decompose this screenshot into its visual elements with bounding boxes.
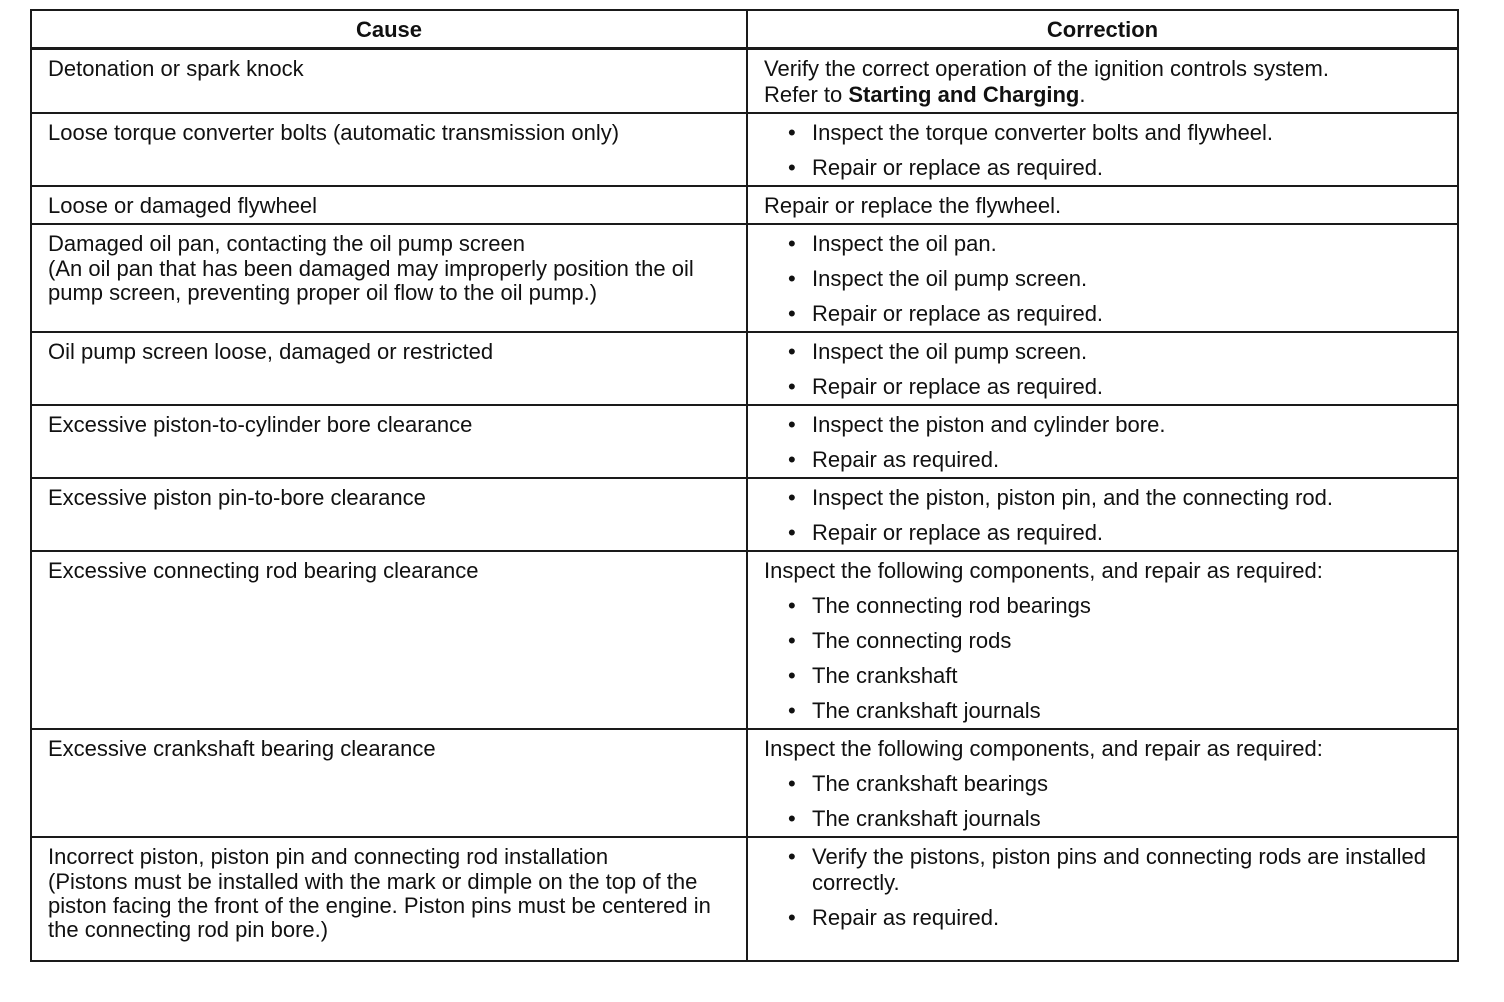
cause-cell <box>31 224 747 332</box>
cause-cell <box>31 837 747 961</box>
correction-bullet-list <box>764 593 1443 724</box>
list-item: • The crankshaft journals <box>788 698 1443 724</box>
correction-cell <box>747 49 1458 114</box>
list-item: • Inspect the torque converter bolts and flywheel. <box>788 120 1443 146</box>
table-row <box>31 837 1458 961</box>
table-row <box>31 332 1458 405</box>
cause-text: Excessive piston-to-cylinder bore clearance <box>48 412 473 437</box>
list-item: • Inspect the oil pump screen. <box>788 339 1443 365</box>
list-item: • Repair or replace as required. <box>788 155 1443 181</box>
list-item: • The crankshaft <box>788 663 1443 689</box>
cause-text: Excessive piston pin-to-bore clearance <box>48 485 426 510</box>
cause-cell <box>31 332 747 405</box>
cause-text: Damaged oil pan, contacting the oil pump screen <box>48 231 525 256</box>
table-row <box>31 113 1458 186</box>
cause-cell <box>31 405 747 478</box>
correction-cell <box>747 551 1458 729</box>
table-row <box>31 405 1458 478</box>
cause-text: Loose or damaged flywheel <box>48 193 318 218</box>
cause-cell <box>31 478 747 551</box>
list-item: • Repair or replace as required. <box>788 374 1443 400</box>
diagnosis-table <box>30 9 1459 962</box>
table-row <box>31 478 1458 551</box>
cause-cell <box>31 729 747 837</box>
list-item: • The connecting rod bearings <box>788 593 1443 619</box>
table-header-row <box>31 10 1458 49</box>
list-item: • Repair as required. <box>788 905 1443 931</box>
cause-cell <box>31 186 747 224</box>
list-item: • The connecting rods <box>788 628 1443 654</box>
correction-cell <box>747 332 1458 405</box>
cause-text: Detonation or spark knock <box>48 56 304 81</box>
correction-bullet-list <box>764 485 1443 546</box>
reference-prefix: Refer to <box>764 82 849 107</box>
correction-cell <box>747 186 1458 224</box>
correction-bullet-list <box>764 231 1443 327</box>
list-item: • Inspect the piston and cylinder bore. <box>788 412 1443 438</box>
list-item: • Inspect the piston, piston pin, and the connecting rod. <box>788 485 1443 511</box>
cause-note: (Pistons must be installed with the mark or dimple on the top of the piston facing the front of the engine. Piston pins must be centered in the connecting rod pin bore.) <box>48 869 711 942</box>
table-row <box>31 729 1458 837</box>
column-header-cause: Cause <box>31 10 747 49</box>
correction-cell <box>747 113 1458 186</box>
reference-link-text: Starting and Charging <box>848 82 1080 107</box>
table-row <box>31 49 1458 114</box>
correction-cell <box>747 837 1458 961</box>
list-item: • Inspect the oil pump screen. <box>788 266 1443 292</box>
cause-text: Excessive crankshaft bearing clearance <box>48 736 436 761</box>
cause-text: Incorrect piston, piston pin and connecting rod installation <box>48 844 609 869</box>
correction-text <box>764 56 1443 108</box>
correction-bullet-list <box>764 120 1443 181</box>
table-row <box>31 224 1458 332</box>
cause-cell <box>31 113 747 186</box>
column-header-correction: Correction <box>747 10 1458 49</box>
correction-cell <box>747 224 1458 332</box>
list-item: • Repair as required. <box>788 447 1443 473</box>
correction-cell <box>747 729 1458 837</box>
correction-intro: Verify the correct operation of the ignition controls system. <box>764 56 1329 81</box>
correction-bullet-list <box>764 844 1443 931</box>
cause-cell <box>31 551 747 729</box>
list-item: • Inspect the oil pan. <box>788 231 1443 257</box>
cause-text: Loose torque converter bolts (automatic transmission only) <box>48 120 620 145</box>
list-item: • The crankshaft journals <box>788 806 1443 832</box>
correction-cell <box>747 405 1458 478</box>
correction-bullet-list <box>764 771 1443 832</box>
correction-intro: Inspect the following components, and repair as required: <box>764 558 1323 583</box>
cause-text: Oil pump screen loose, damaged or restricted <box>48 339 494 364</box>
list-item: • Repair or replace as required. <box>788 520 1443 546</box>
correction-bullet-list <box>764 412 1443 473</box>
cause-note: (An oil pan that has been damaged may improperly position the oil pump screen, preventing proper oil flow to the oil pump.) <box>48 256 694 305</box>
list-item: • Verify the pistons, piston pins and connecting rods are installed correctly. <box>788 844 1443 896</box>
table-row <box>31 551 1458 729</box>
correction-text: Repair or replace the flywheel. <box>764 193 1062 218</box>
list-item: • Repair or replace as required. <box>788 301 1443 327</box>
cause-cell <box>31 49 747 114</box>
reference-suffix: . <box>1079 82 1086 107</box>
correction-cell <box>747 478 1458 551</box>
correction-bullet-list <box>764 339 1443 400</box>
cause-text: Excessive connecting rod bearing clearance <box>48 558 479 583</box>
correction-intro: Inspect the following components, and repair as required: <box>764 736 1323 761</box>
list-item: • The crankshaft bearings <box>788 771 1443 797</box>
table-row <box>31 186 1458 224</box>
